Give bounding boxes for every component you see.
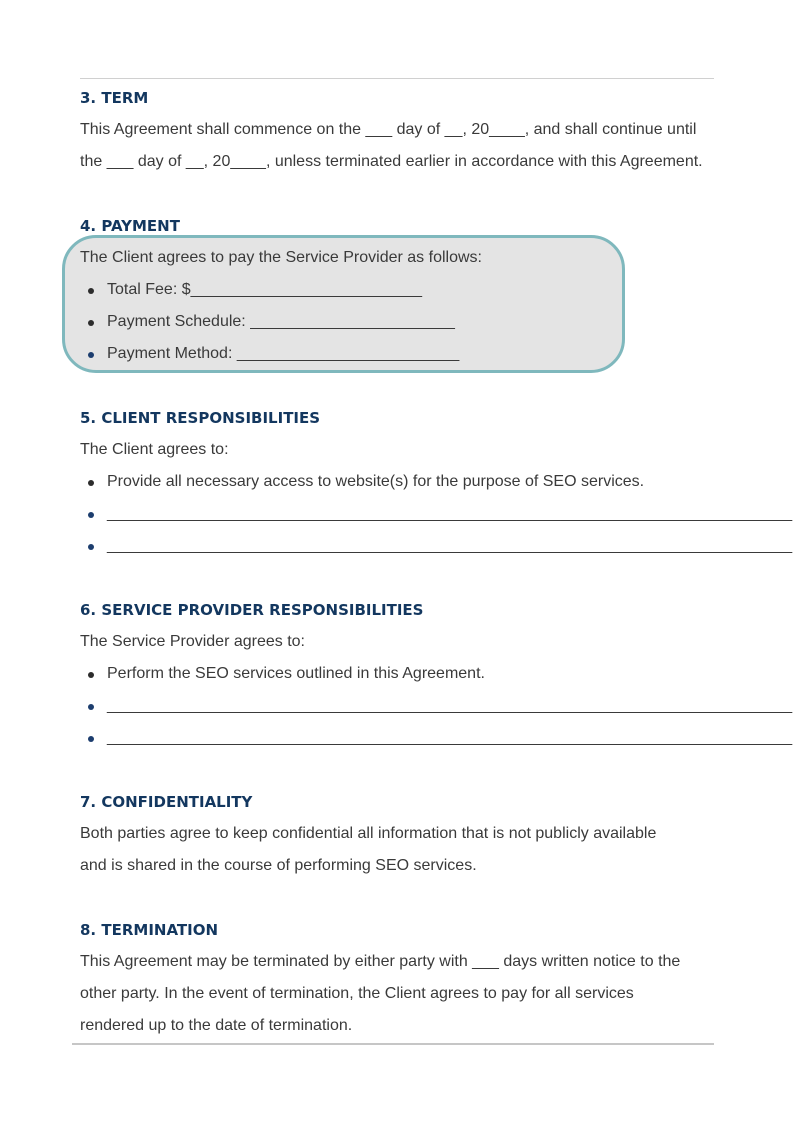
client-list	[80, 466, 793, 562]
list-item: Provide all necessary access to website(s) for the purpose of SEO services.	[80, 466, 720, 498]
paragraph-line: rendered up to the date of termination.	[80, 1017, 353, 1034]
bullet-icon	[88, 320, 94, 326]
provider-list	[80, 658, 793, 754]
list-item: Total Fee: $__________________________	[80, 274, 720, 306]
section-heading: 6. SERVICE PROVIDER RESPONSIBILITIES	[80, 601, 424, 619]
section-heading: 3. TERM	[80, 89, 149, 107]
list-item: _____________________________________________________________________________	[80, 530, 720, 562]
list-item: Perform the SEO services outlined in this Agreement.	[80, 658, 720, 690]
list-item: _____________________________________________________________________________	[80, 722, 720, 754]
section-intro: The Service Provider agrees to:	[80, 633, 305, 650]
paragraph-line: other party. In the event of termination, the Client agrees to pay for all services	[80, 985, 634, 1002]
section-heading: 8. TERMINATION	[80, 921, 219, 939]
bullet-icon	[88, 704, 94, 710]
section-term	[80, 82, 720, 178]
paragraph-line: the ___ day of __, 20____, unless terminated earlier in accordance with this Agreement.	[80, 153, 703, 170]
bullet-icon	[88, 672, 94, 678]
section-intro: The Client agrees to:	[80, 441, 229, 458]
bullet-icon	[88, 736, 94, 742]
paragraph-line: This Agreement may be terminated by either party with ___ days written notice to the	[80, 953, 681, 970]
paragraph-line: and is shared in the course of performing SEO services.	[80, 857, 477, 874]
section-intro: The Client agrees to pay the Service Provider as follows:	[80, 249, 482, 266]
bottom-divider	[72, 1043, 714, 1045]
bullet-icon	[88, 352, 94, 358]
section-heading: 5. CLIENT RESPONSIBILITIES	[80, 409, 321, 427]
section-heading: 7. CONFIDENTIALITY	[80, 793, 253, 811]
list-item: Payment Schedule: _______________________	[80, 306, 720, 338]
list-item: _____________________________________________________________________________	[80, 498, 720, 530]
bullet-icon	[88, 512, 94, 518]
section-provider-responsibilities	[80, 594, 793, 754]
list-item: Payment Method: _________________________	[80, 338, 720, 370]
top-divider	[80, 78, 714, 79]
section-heading: 4. PAYMENT	[80, 217, 180, 235]
paragraph-line: Both parties agree to keep confidential all information that is not publicly available	[80, 825, 657, 842]
paragraph-line: This Agreement shall commence on the ___ day of __, 20____, and shall continue until	[80, 121, 697, 138]
section-termination	[80, 914, 720, 1042]
section-client-responsibilities	[80, 402, 793, 562]
list-item: _____________________________________________________________________________	[80, 690, 720, 722]
bullet-icon	[88, 544, 94, 550]
bullet-icon	[88, 480, 94, 486]
payment-list	[80, 274, 720, 370]
section-confidentiality	[80, 786, 720, 882]
bullet-icon	[88, 288, 94, 294]
document-page	[80, 82, 793, 1042]
section-payment	[80, 210, 720, 370]
